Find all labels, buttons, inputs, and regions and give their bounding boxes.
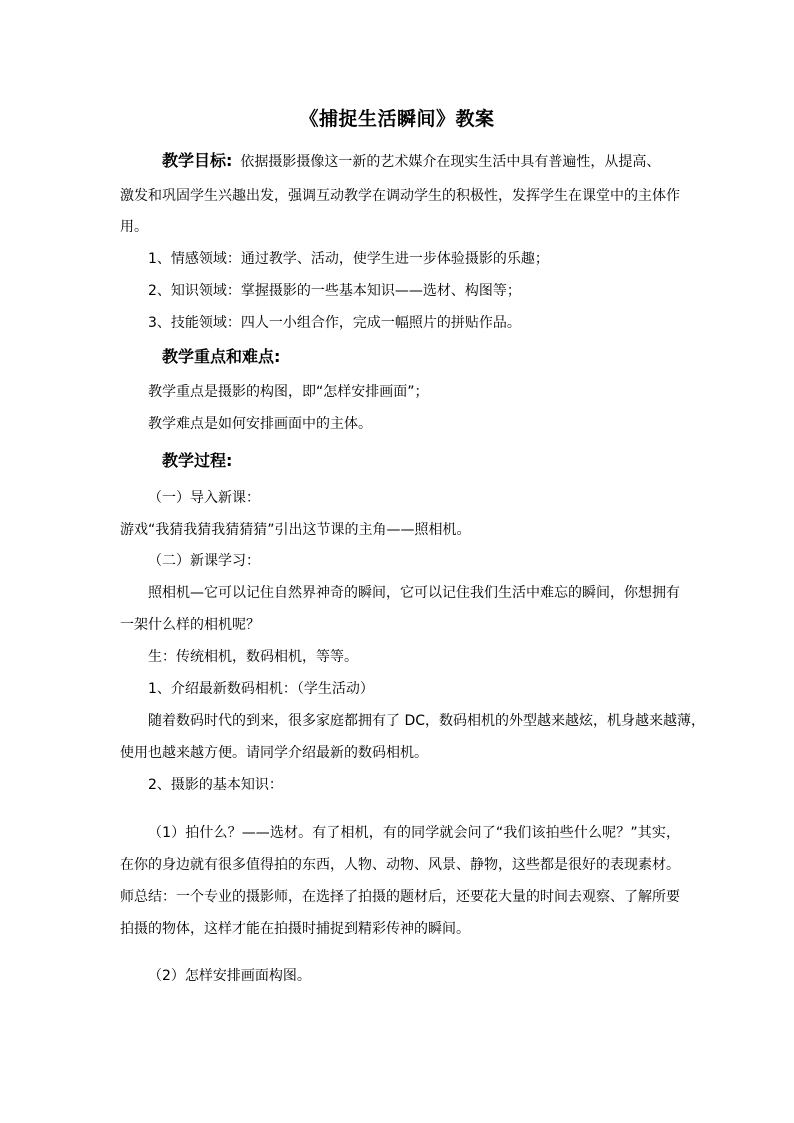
sub1-line-1: （1）拍什么？——选材。有了相机，有的同学就会问了“我们该拍些什么呢？”其实， bbox=[148, 825, 680, 841]
document-title: 《捕捉生活瞬间》教案 bbox=[299, 108, 495, 130]
key-point-text: 教学重点是摄影的构图，即“怎样安排画面”； bbox=[148, 384, 429, 400]
para1-line-2: 一架什么样的相机呢？ bbox=[120, 617, 260, 633]
objective-item-1: 1、情感领域：通过教学、活动，使学生进一步体验摄影的乐趣； bbox=[148, 251, 549, 267]
objectives-paragraph bbox=[120, 151, 680, 172]
objective-item-3: 3、技能领域：四人一小组合作，完成一幅照片的拼贴作品。 bbox=[148, 315, 521, 331]
sub1-line-4: 拍摄的物体，这样才能在拍摄时捕捉到精彩传神的瞬间。 bbox=[120, 921, 470, 937]
sub1-line-3: 师总结：一个专业的摄影师，在选择了拍摄的题材后，还要花大量的时间去观察、了解所要 bbox=[120, 889, 680, 905]
item2-heading: 2、摄影的基本知识： bbox=[148, 777, 283, 793]
objective-item-2: 2、知识领域：掌握摄影的一些基本知识——选材、构图等； bbox=[148, 283, 521, 299]
difficulty-text: 教学难点是如何安排画面中的主体。 bbox=[148, 416, 372, 432]
sub1-line-2: 在你的身边就有很多值得拍的东西，人物、动物、风景、静物，这些都是很好的表现素材。 bbox=[120, 857, 680, 873]
objectives-label: 教学目标: bbox=[162, 151, 233, 170]
item1-heading: 1、介绍最新数码相机：（学生活动） bbox=[148, 681, 374, 697]
part2-heading: （二）新课学习： bbox=[148, 553, 260, 569]
student-answer: 生：传统相机，数码相机，等等。 bbox=[148, 649, 358, 665]
sub2-line-1: （2）怎样安排画面构图。 bbox=[148, 968, 311, 984]
objectives-line-2: 激发和巩固学生兴趣出发，强调互动教学在调动学生的积极性，发挥学生在课堂中的主体作 bbox=[120, 188, 680, 204]
item1-line-1: 随着数码时代的到来，很多家庭都拥有了 DC，数码相机的外型越来越炫，机身越来越薄， bbox=[148, 713, 706, 729]
para1-line-1: 照相机—它可以记住自然界神奇的瞬间，它可以记住我们生活中难忘的瞬间，你想拥有 bbox=[148, 585, 680, 601]
objectives-line-1: 依据摄影摄像这一新的艺术媒介在现实生活中具有普遍性，从提高、 bbox=[240, 154, 661, 170]
part1-text: 游戏“我猜我猜我猜猜猜”引出这节课的主角——照相机。 bbox=[120, 522, 471, 538]
objectives-line-3: 用。 bbox=[120, 219, 148, 235]
key-points-heading: 教学重点和难点: bbox=[162, 347, 281, 366]
item1-line-2: 使用也越来越方便。请同学介绍最新的数码相机。 bbox=[120, 745, 428, 761]
part1-heading: （一）导入新课： bbox=[148, 490, 260, 506]
process-heading: 教学过程: bbox=[162, 451, 233, 470]
